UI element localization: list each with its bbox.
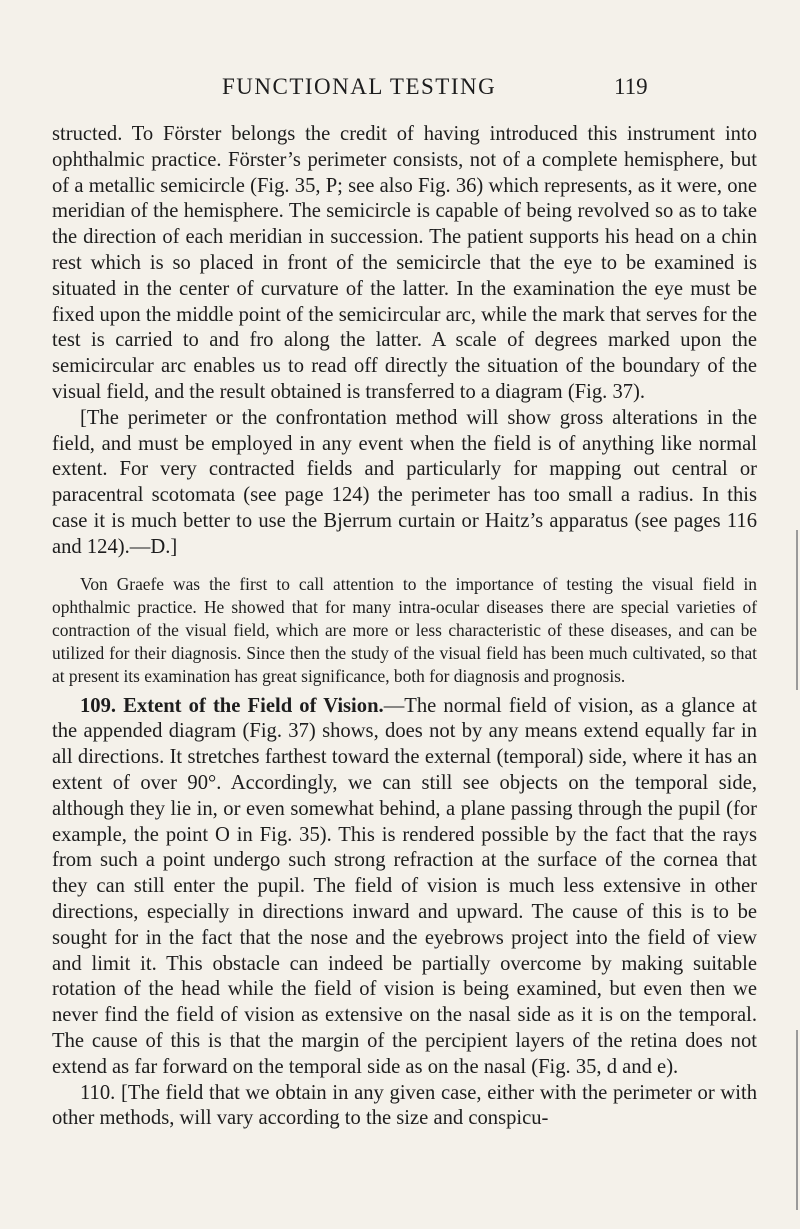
section-109-text: —The normal field of vision, as a glance at the appended diagram (Fig. 37) shows, does not by any means extend equally far in all directions. It stretches farthest toward the external (temporal) side, where it has an extent of over 90°. Accordingly, we can still see objects on the temporal side, although they lie in, or even somewhat behind, a plane passing through the pupil (for example, the point O in Fig. 35). This is rendered possible by the fact that the rays from such a point undergo such strong refraction at the surface of the cornea that they can still enter the pupil. The field of vision is much less extensive in other directions, especially in directions inward and upward. The cause of this is to be sought for in the fact that the nose and the eyebrows project into the field of view and limit it. This obstacle can indeed be partially overcome by making suitable rotation of the head while the field of vision is being examined, but even then we never find the field of vision as extensive on the nasal side as it is on the temporal. The cause of this is that the margin of the percipient layers of the retina does not extend as far forward on the temporal side as on the nasal (Fig. 35, d and e). — [52, 694, 757, 1078]
paragraph-perimeter-description: structed. To Förster belongs the credit of having introduced this instrument into ophthalmic practice. Förster’s perimeter consists, not of a complete hemisphere, but of a metallic semicircle (Fig. 35, P; see also Fig. 36) which represents, as it were, one meridian of the hemisphere. The semicircle is capable of being revolved so as to take the direction of each meridian in succession. The patient supports his head on a chin rest which is so placed in front of the semicircle that the eye to be examined is situated in the center of curvature of the latter. In the examination the eye must be fixed upon the middle point of the semicircular arc, while the mark that serves for the test is carried to and fro along the latter. A scale of degrees marked upon the semicircular arc enables us to read off directly the situation of the boundary of the visual field, and the result obtained is transferred to a diagram (Fig. 37). — [52, 123, 757, 403]
section-110-text: [The field that we obtain in any given case, either with the perimeter or with other methods, will vary according to the size and conspicu- — [52, 1081, 757, 1130]
section-109-paragraph — [52, 694, 757, 1081]
footnote — [52, 573, 757, 688]
page-edge-shadow-lower — [796, 1030, 798, 1210]
section-110-paragraph — [52, 1081, 757, 1133]
section-109 — [52, 694, 757, 1133]
section-109-title: Extent of the Field of Vision. — [123, 694, 384, 717]
page-body — [52, 122, 757, 1132]
running-head: FUNCTIONAL TESTING — [222, 74, 497, 99]
footnote-text: Von Graefe was the first to call attention to the importance of testing the visual field in ophthalmic practice. He showed that for many intra-ocular diseases there are special varieties of contraction of the visual field, which are more or less characteristic of these diseases, and can be utilized for their diagnosis. Since then the study of the visual field has been much cultivated, so that at present its examination has great significance, both for diagnosis and prognosis. — [52, 573, 757, 686]
main-text — [52, 122, 757, 561]
page-edge-shadow — [796, 530, 798, 690]
section-109-number: 109. — [80, 694, 117, 717]
page-header — [0, 74, 800, 108]
section-110-number: 110. — [80, 1081, 116, 1104]
paragraph-editor-note: [The perimeter or the confrontation method will show gross alterations in the field, and must be employed in any event when the field is of anything like normal extent. For very contracted fields and particularly for mapping out central or paracentral scotomata (see page 124) the perimeter has too small a radius. In this case it is much better to use the Bjerrum curtain or Haitz’s apparatus (see pages 116 and 124).—D.] — [52, 406, 757, 558]
page-number: 119 — [614, 74, 648, 99]
